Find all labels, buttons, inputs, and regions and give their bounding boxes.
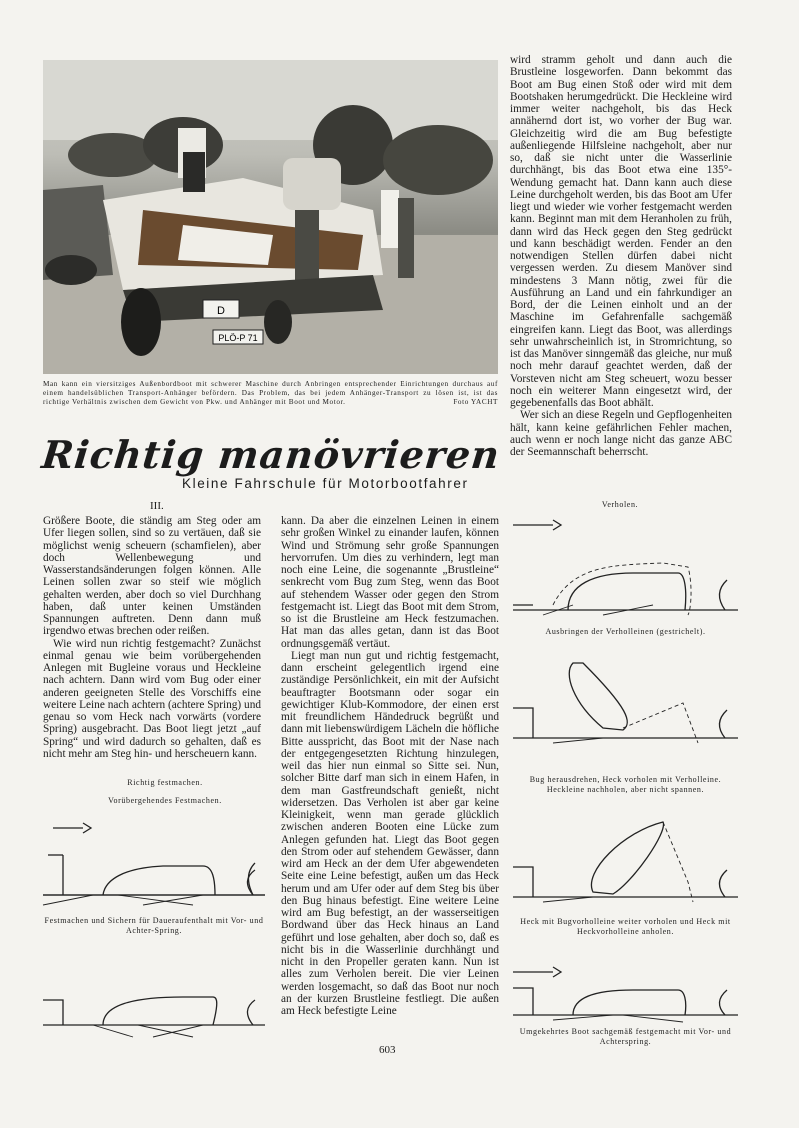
text-column-3 — [510, 54, 732, 458]
boat-trailer-photo — [43, 60, 498, 374]
text-column-1 — [43, 515, 261, 760]
warping-diagram-2 — [513, 648, 738, 748]
mooring-diagram-left-bottom — [43, 975, 265, 1040]
paragraph: Wie wird nun richtig festgemacht? Zunächst einmal genau wie beim vorübergehenden Anlegen mit Bugleine voraus und Heckleine nach achtern. Dann wird vom Bug oder einer anderen geeigneten Stelle des Vorschiffs eine weitere Leine nach achtern (achtere Spring) und genau so vom Heck nach vorwärts (vordere Spring) ausgebracht. Das Boot liegt jetzt „auf Spring“ und wird dadurch so gehalten, daß es nicht mehr am Steg hin- und herscheuern kann. — [43, 637, 261, 760]
paragraph: Größere Boote, die ständig am Steg oder am Ufer liegen sollen, sind so zu vertäuen, daß sie möglichst wenig scheuern (schamfielen), aber doch Wellenbewegung und Wasserstandsänderungen folgen können. Alle Leinen sollen zwar so steif wie möglich gehalten werden, aber doch so viel Durchhang haben, daß unter keinen Umständen Spannungen auftreten. Denn dann muß irgendwo etwas brechen oder reißen. — [43, 515, 261, 638]
paragraph: kann. Da aber die einzelnen Leinen in einem sehr großen Winkel zu einander laufen, können Wind und Strömung sehr große Spannungen hervorrufen. Um dies zu verhindern, legt man noch eine Leine, die sogenannte „Brustleine“ senkrecht vom Bug zum Steg, wenn das Boot auf stehendem Wasser oder gegen den Strom festgemacht ist. Liegt das Boot mit dem Strom, so ist die Brustleine am Heck festzumachen. Hat man das alles getan, dann ist das Boot ordnungsgemäß vertäut. — [281, 515, 499, 650]
article-title: Richtig manövrieren — [39, 432, 503, 477]
paragraph: Liegt man nun gut und richtig festgemacht, dann erscheint gelegentlich irgend eine zuständige Persönlichkeit, ein mit der Aufsicht beauftragter Bootsmann oder sogar ein gewichtiger Klub-Kommodore, der einen erst mit freundlichem Händedruck begrüßt und dann mit liebenswürdigem Lächeln die höfliche Bitte ausspricht, das Boot mit der Nase nach der entgegengesetzten Richtung hinzulegen, weil das hier nun einmal so Sitte sei. Nun, solcher Bitte darf man sich in einem Hafen, in dem man Gastfreundschaft genießt, nicht widersetzen. Das Verholen ist aber gar keine Kleinigkeit, wenn man gerade glücklich zwischen anderen Booten eine Lücke zum Anlegen gefunden hat. Liegt das Boot gegen den Strom oder auf stehendem Gewässer, dann wird am Heck an der dem Ufer abgewendeten Seite eine Leine befestigt, außen um das Heck herum und am Ufer oder auf dem Steg bis über den Bug hinaus befestigt. Eine weitere Leine wird am Bug befestigt, an der wasserseitigen Bordwand über das Heck hinaus an Land geführt und lose gehalten, aber doch so, daß es nicht bis in die Wasserlinie durchhängt und nicht in den Propeller geraten kann. Nun ist alles zum Verholen bereit. Die vier Leinen werden losgemacht, so daß das Boot nur noch an der kurzen Brustleine festliegt. Die außen am Heck befestigte Leine — [281, 649, 499, 1017]
article-part: III. — [150, 500, 164, 512]
figure-caption: Heck mit Bugvorholleine weiter vorholen und Heck mit Heckvorholleine anholen. — [520, 917, 731, 936]
figure-caption: Umgekehrtes Boot sachgemäß festgemacht mit Vor- und Achterspring. — [519, 1027, 732, 1046]
license-plate-top: D — [217, 305, 225, 317]
paragraph: Wer sich an diese Regeln und Gepflogenheiten hält, kann keine gefährlichen Fehler machen, auch wenn er noch lange nicht das ganze ABC der Seemannschaft beherrscht. — [510, 409, 732, 458]
paragraph: wird stramm geholt und dann auch die Brustleine losgeworfen. Dann bekommt das Boot am Bug einen Stoß oder wird mit dem Bootshaken herumgedrückt. Die Heckleine wird immer weiter nachgeholt, bis das Heck annähernd dort ist, wo vorher der Bug war. Gleichzeitig wird die am Bug befestigte außenliegende Hilfsleine nachgeholt, aber nur so, daß sie nicht unter die Wasserlinie durchhängt, bis das Boot etwa eine 135°-Wendung gemacht hat. Dann kann auch diese Leine durchgeholt werden, bis das Boot am Ufer liegt und wieder wie vorher festgemacht werden kann. Beginnt man mit dem Heranholen zu früh, dann wird das Heck gegen den Steg gedrückt und kann beschädigt werden. Fender an den notwendigen Stellen dürfen dabei nicht vergessen werden. Zu diesem Manöver sind mindestens 3 Mann nötig, zwei für die Ausführung an Land und ein fahrkundiger an Bord, der die Leinen einholt und an der Maschine im Gefahrenfalle sachgemäß eingreifen kann. Liegt das Boot, was allerdings sehr unwahrscheinlich ist, in Stromrichtung, so ist das Manöver sinngemäß das gleiche, nur muß noch mehr darauf geachtet werden, daß der Vorsteven nicht am Steg scheuert, wozu besser noch ein weiterer Mann eingesetzt wird, der gegebenenfalls das Boot abhält. — [510, 54, 732, 409]
figure-title: Verholen. — [601, 500, 639, 509]
figure-caption: Bug herausdrehen, Heck vorholen mit Verholleine. Heckleine nachholen, aber nicht spannen. — [529, 775, 722, 794]
photo-credit: Foto YACHT — [453, 398, 498, 406]
license-plate-bottom: PLÖ-P 71 — [218, 333, 258, 343]
warping-diagram-4 — [513, 960, 738, 1030]
article-subtitle: Kleine Fahrschule für Motorbootfahrer — [182, 476, 469, 491]
warping-diagram-3 — [513, 812, 738, 912]
photo-caption: Man kann ein viersitziges Außenbordboot mit schwerer Maschine durch Anbringen entsprechender Einrichtungen durchaus auf einem handelsüblichen Transport-Anhänger befördern. Das Problem, das bei jedem Anhänger-Transport zu lösen ist, ist das richtige Verhältnis zwischen dem Gewicht von Pkw. und Anhänger mit Boot und Motor. Foto YACHT — [43, 380, 498, 406]
mooring-diagram-spring — [43, 850, 265, 910]
figure-title: Vorübergehendes Festmachen. — [108, 796, 222, 805]
figure-caption: Ausbringen der Verholleinen (gestrichelt). — [545, 627, 706, 636]
photo-illustration — [43, 60, 498, 374]
figure-caption: Festmachen und Sichern für Daueraufenthalt mit Vor- und Achter-Spring. — [44, 916, 264, 935]
warping-diagram-1 — [513, 505, 738, 620]
page-number: 603 — [379, 1044, 396, 1056]
figure-title: Richtig festmachen. — [127, 778, 203, 787]
text-column-2 — [281, 515, 499, 1017]
